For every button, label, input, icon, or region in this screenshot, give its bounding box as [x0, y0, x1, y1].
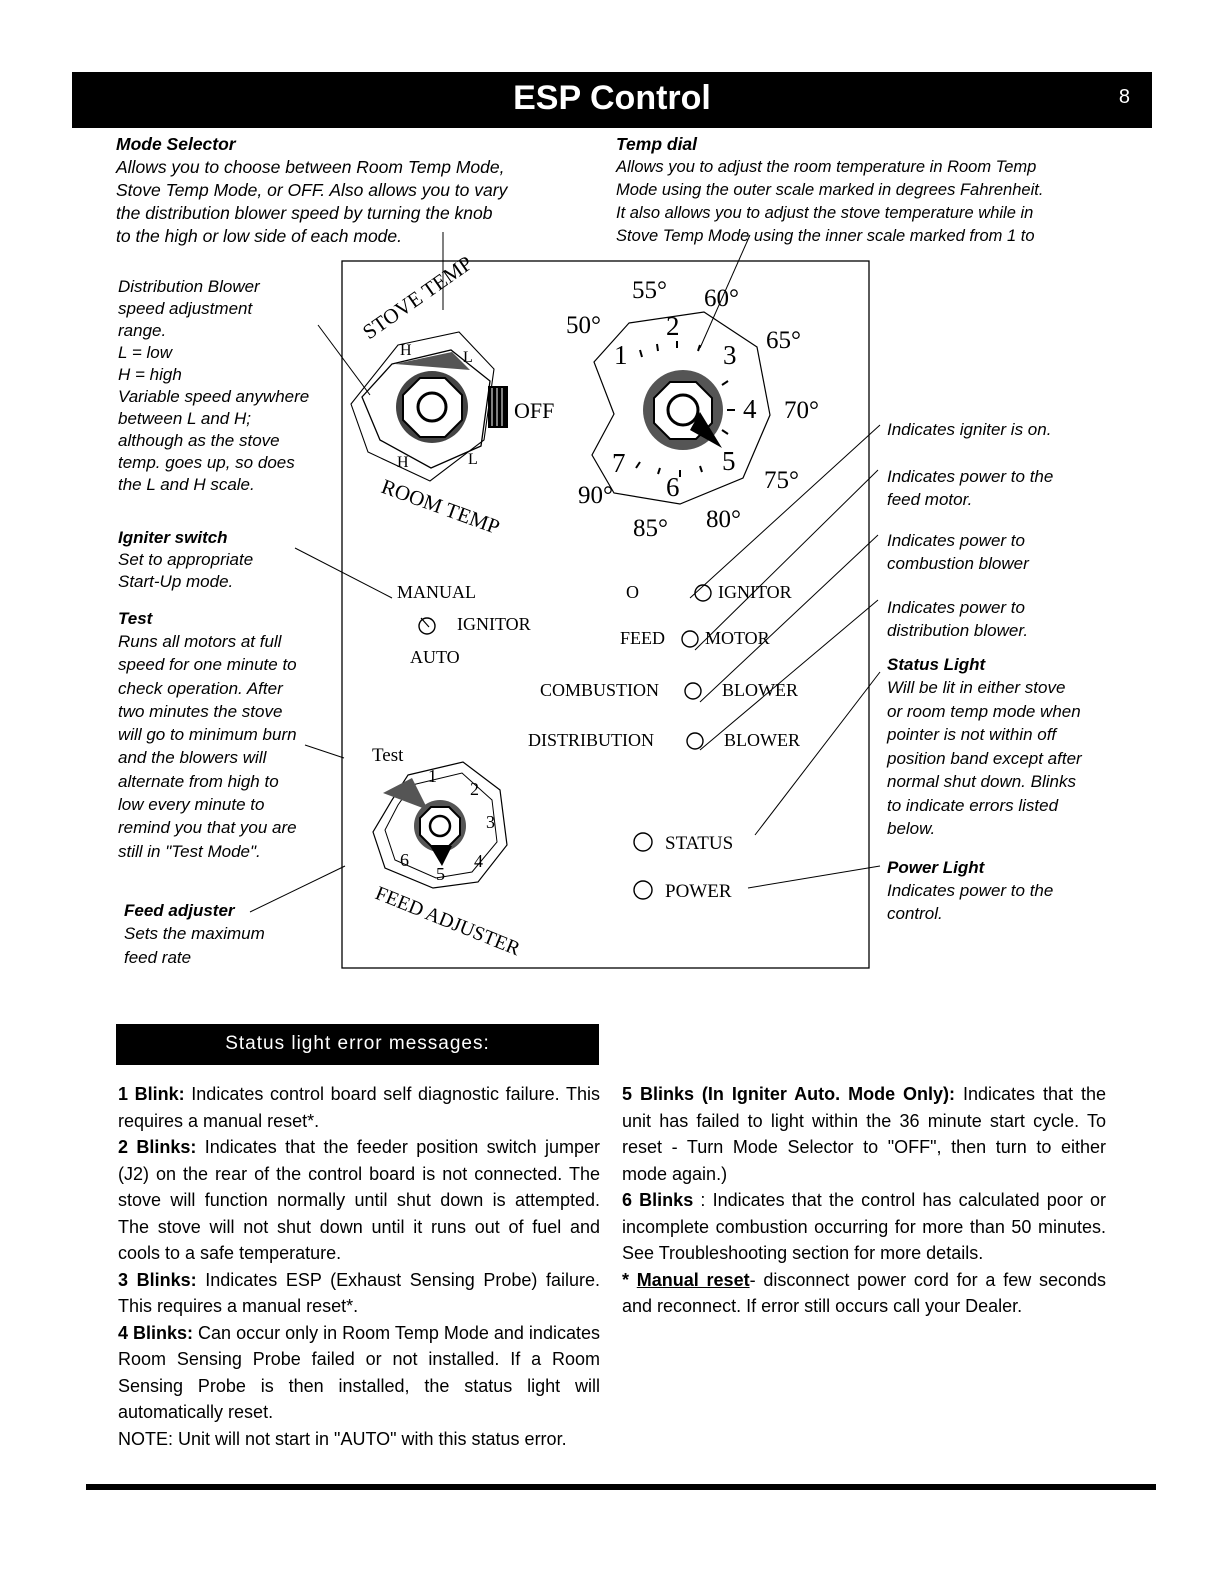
- note-line: below.: [887, 819, 936, 838]
- temp-outer-label: 75°: [764, 467, 799, 494]
- note-line: speed adjustment: [118, 299, 253, 318]
- feed-motor-light: [682, 631, 698, 647]
- temp-outer-label: 60°: [704, 285, 739, 312]
- light-row-left: COMBUSTION: [540, 680, 660, 700]
- test-number: 4: [474, 851, 483, 871]
- distribution-blower-label: BLOWER: [724, 730, 800, 750]
- temp-inner-label: 2: [666, 311, 680, 341]
- error-item: [118, 1267, 600, 1320]
- combustion-blower-light: [685, 683, 701, 699]
- temp-inner-label: 4: [743, 394, 757, 424]
- manual-reset-star: *: [622, 1269, 630, 1290]
- note-line: Runs all motors at full: [118, 632, 282, 651]
- mode-selector-line: Allows you to choose between Room Temp Mode,: [116, 157, 505, 177]
- error-lead: 4 Blinks:: [118, 1322, 194, 1343]
- note-line: normal shut down. Blinks: [887, 772, 1076, 791]
- mode-selector-line: the distribution blower speed by turning the knob: [116, 203, 493, 223]
- power-light-label: POWER: [665, 881, 732, 902]
- test-number: 1: [428, 766, 437, 786]
- l-label: L: [463, 349, 473, 366]
- distribution-blower-light: [687, 733, 703, 749]
- note-line: between L and H;: [118, 409, 251, 428]
- manual-label: MANUAL: [397, 582, 476, 602]
- error-text: Can occur only in Room Temp Mode and indicates Room Sensing Probe failed or not installed. If a Room Sensing Probe is then installed, the status light will automatically reset.: [118, 1322, 600, 1422]
- temp-inner-label: 5: [722, 446, 736, 476]
- note-line: remind you that you are: [118, 818, 297, 838]
- temp-outer-label: 90°: [578, 482, 613, 509]
- ignitor-light-label: IGNITOR: [718, 582, 792, 602]
- auto-label: AUTO: [410, 647, 460, 667]
- igniter-switch-knob[interactable]: [419, 618, 435, 634]
- ignitor-light: [695, 585, 711, 601]
- light-row-left: DISTRIBUTION: [528, 730, 654, 750]
- note-line: and the blowers will: [118, 748, 267, 768]
- light-row-left: O: [626, 582, 639, 602]
- temp-outer-label: 85°: [633, 515, 668, 542]
- error-item: [622, 1081, 1106, 1187]
- note-line: feed motor.: [887, 490, 973, 509]
- error-messages-header: [116, 1024, 599, 1065]
- error-item: [118, 1320, 600, 1426]
- igniter-on-note: Indicates igniter is on.: [887, 420, 1052, 439]
- test-number: 2: [470, 779, 479, 799]
- room-temp-label: ROOM TEMP: [378, 474, 503, 540]
- error-lead: 1 Blink:: [118, 1084, 185, 1104]
- note-line: Will be lit in either stove: [887, 678, 1066, 697]
- note-line: L = low: [118, 343, 173, 362]
- temp-dial-line: Allows you to adjust the room temperature in Room Temp: [616, 158, 1037, 176]
- light-row-left: FEED: [620, 628, 665, 648]
- status-light: [634, 833, 652, 851]
- power-light-title: Power Light: [887, 858, 985, 877]
- note-line: check operation. After: [118, 678, 283, 698]
- page-number: 8: [1118, 86, 1130, 108]
- error-text: Indicates that the unit has failed to light within the 36 minute start cycle. To reset - Turn Mode Selector to "OFF", then turn to either mode again.): [622, 1084, 1106, 1184]
- temp-dial-line: Stove Temp Mode using the inner scale marked from 1 to: [616, 227, 1035, 245]
- note-line: Distribution Blower: [118, 277, 260, 296]
- page-title: ESP Control: [513, 79, 711, 117]
- error-text: Indicates that the feeder position switch jumper (J2) on the rear of the control board is not connected. The stove will function normally until shut down is attempted. The stove will not shut down until it runs out of fuel and cools to a safe temperature.: [118, 1137, 600, 1263]
- note-line: range.: [118, 321, 167, 340]
- note-line: Indicates power to the: [887, 881, 1054, 900]
- combustion-blower-label: BLOWER: [722, 680, 798, 700]
- test-title: Test: [118, 609, 153, 628]
- note-line: Variable speed anywhere: [118, 387, 310, 406]
- mode-selector-line: Stove Temp Mode, or OFF. Also allows you to vary: [116, 180, 508, 200]
- panel-border: [342, 261, 869, 968]
- temp-inner-label: 1: [614, 340, 628, 370]
- bottom-rule: [86, 1484, 1156, 1490]
- error-item: [118, 1081, 600, 1134]
- error-messages-title: Status light error messages:: [225, 1033, 490, 1054]
- error-note: NOTE: Unit will not start in "AUTO" with this status error.: [118, 1428, 567, 1449]
- manual-reset-label: Manual reset: [636, 1269, 750, 1290]
- mode-selector-line: to the high or low side of each mode.: [116, 226, 403, 246]
- note-line: alternate from high to: [118, 771, 279, 791]
- status-light-title: Status Light: [887, 655, 986, 674]
- l-label: L: [468, 451, 478, 468]
- temp-inner-label: 3: [723, 340, 737, 370]
- temp-outer-label: 65°: [766, 327, 801, 354]
- note-line: speed for one minute to: [118, 655, 297, 675]
- note-line: the L and H scale.: [118, 475, 255, 494]
- note-line: combustion blower: [887, 554, 1029, 573]
- stove-temp-label: STOVE TEMP: [358, 250, 477, 345]
- manual-reset-note: [622, 1267, 1106, 1320]
- temp-dial-title: Temp dial: [616, 134, 698, 154]
- test-number: 5: [436, 864, 445, 884]
- note-line: still in "Test Mode".: [118, 841, 261, 861]
- note-line: low every minute to: [118, 795, 265, 815]
- temp-outer-label: 50°: [566, 312, 601, 339]
- feed-motor-label: MOTOR: [705, 628, 770, 648]
- feed-adjuster-label: FEED ADJUSTER: [372, 882, 524, 961]
- temp-outer-label: 55°: [632, 277, 667, 304]
- error-item: [118, 1134, 600, 1267]
- error-lead: 3 Blinks:: [118, 1269, 197, 1290]
- temp-inner-label: 7: [612, 448, 626, 478]
- note-line: distribution blower.: [887, 621, 1029, 640]
- note-line: Set to appropriate: [118, 550, 254, 569]
- error-text: Indicates ESP (Exhaust Sensing Probe) failure. This requires a manual reset*.: [118, 1269, 600, 1316]
- note-line: two minutes the stove: [118, 701, 283, 721]
- ignitor-switch-label: IGNITOR: [457, 614, 531, 634]
- error-text: Indicates control board self diagnostic failure. This requires a manual reset*.: [118, 1084, 600, 1131]
- temp-outer-label: 80°: [706, 506, 741, 533]
- error-lead: 6 Blinks: [622, 1190, 694, 1210]
- note-line: although as the stove: [118, 431, 280, 450]
- error-list-left: [118, 1081, 600, 1452]
- temp-dial-line: Mode using the outer scale marked in degrees Fahrenheit.: [616, 181, 1044, 199]
- mode-selector-title: Mode Selector: [116, 134, 236, 154]
- test-number: 6: [400, 850, 409, 870]
- temp-outer-label: 70°: [784, 397, 819, 424]
- temp-inner-label: 6: [666, 472, 680, 502]
- h-label: H: [400, 342, 412, 359]
- note-line: Indicates power to: [887, 531, 1025, 550]
- note-line: or room temp mode when: [887, 701, 1081, 721]
- temp-dial-line: It also allows you to adjust the stove temperature while in: [616, 204, 1034, 222]
- h-label: H: [397, 454, 409, 471]
- note-line: position band except after: [887, 748, 1082, 768]
- error-lead: 2 Blinks:: [118, 1137, 197, 1157]
- note-line: to indicate errors listed: [887, 795, 1059, 815]
- note-line: control.: [887, 904, 943, 923]
- note-line: will go to minimum burn: [118, 725, 297, 745]
- feed-adjuster-title: Feed adjuster: [124, 901, 235, 920]
- error-text: : Indicates that the control has calculated poor or incomplete combustion occurring for more than 50 minutes. See Troubleshooting section for more details.: [622, 1190, 1106, 1263]
- error-lead: 5 Blinks (In Igniter Auto. Mode Only):: [622, 1084, 956, 1104]
- status-light-label: STATUS: [665, 833, 734, 854]
- note-line: pointer is not within off: [887, 725, 1057, 744]
- off-label: OFF: [514, 398, 555, 423]
- error-item: [622, 1187, 1106, 1267]
- power-light: [634, 881, 652, 899]
- note-line: Sets the maximum: [124, 924, 265, 943]
- note-line: H = high: [118, 365, 182, 384]
- note-line: temp. goes up, so does: [118, 453, 295, 472]
- note-line: Start-Up mode.: [118, 572, 234, 591]
- mode-selector-knob: [351, 332, 508, 481]
- igniter-switch-title: Igniter switch: [118, 528, 228, 547]
- note-line: feed rate: [124, 948, 192, 967]
- error-list-right: [622, 1081, 1106, 1320]
- manual-reset-text: - disconnect power cord for a few seconds and reconnect. If error still occurs call your Dealer.: [622, 1269, 1106, 1316]
- test-number: 3: [486, 812, 495, 832]
- note-line: Indicates power to the: [887, 467, 1054, 486]
- test-label: Test: [372, 745, 404, 766]
- note-line: Indicates power to: [887, 598, 1025, 617]
